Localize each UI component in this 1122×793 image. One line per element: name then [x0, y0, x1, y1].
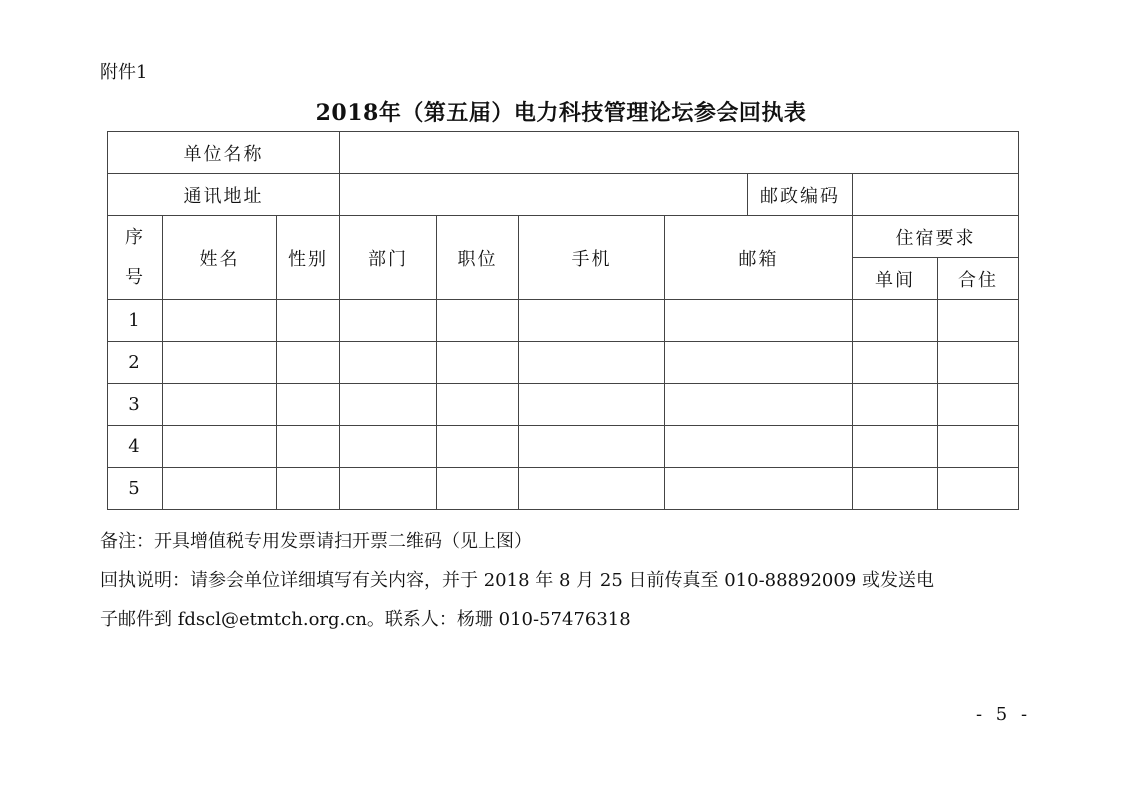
mobile-cell[interactable]	[519, 342, 665, 384]
row-number: 5	[108, 468, 163, 510]
col-header-seq-char-1: 序	[125, 226, 145, 248]
row-number: 1	[108, 300, 163, 342]
col-header-lodging: 住宿要求	[853, 216, 1019, 258]
header-row-1	[108, 216, 1019, 258]
email-cell[interactable]	[665, 300, 853, 342]
mobile-cell[interactable]	[519, 300, 665, 342]
position-cell[interactable]	[437, 426, 519, 468]
position-cell[interactable]	[437, 468, 519, 510]
shared-room-cell[interactable]	[938, 468, 1019, 510]
dept-cell[interactable]	[340, 384, 437, 426]
unit-name-row	[108, 132, 1019, 174]
col-header-single-room: 单间	[853, 258, 938, 300]
name-cell[interactable]	[163, 426, 277, 468]
table-row	[108, 300, 1019, 342]
email-cell[interactable]	[665, 342, 853, 384]
table-row	[108, 426, 1019, 468]
gender-cell[interactable]	[277, 384, 340, 426]
col-header-shared-room: 合住	[938, 258, 1019, 300]
gender-cell[interactable]	[277, 426, 340, 468]
address-row	[108, 174, 1019, 216]
single-room-cell[interactable]	[853, 384, 938, 426]
mobile-cell[interactable]	[519, 384, 665, 426]
name-cell[interactable]	[163, 342, 277, 384]
dept-cell[interactable]	[340, 468, 437, 510]
table-row	[108, 468, 1019, 510]
name-cell[interactable]	[163, 300, 277, 342]
col-header-dept: 部门	[340, 216, 437, 300]
col-header-position: 职位	[437, 216, 519, 300]
row-number: 2	[108, 342, 163, 384]
col-header-seq-char-2: 号	[125, 266, 145, 288]
address-field[interactable]	[340, 174, 748, 216]
row-number: 4	[108, 426, 163, 468]
shared-room-cell[interactable]	[938, 300, 1019, 342]
name-cell[interactable]	[163, 468, 277, 510]
single-room-cell[interactable]	[853, 426, 938, 468]
page-number: - 5 -	[976, 704, 1032, 725]
table-row	[108, 384, 1019, 426]
position-cell[interactable]	[437, 342, 519, 384]
col-header-seq	[108, 216, 163, 300]
col-header-email: 邮箱	[665, 216, 853, 300]
email-cell[interactable]	[665, 468, 853, 510]
gender-cell[interactable]	[277, 342, 340, 384]
single-room-cell[interactable]	[853, 342, 938, 384]
col-header-gender: 性别	[277, 216, 340, 300]
shared-room-cell[interactable]	[938, 426, 1019, 468]
registration-form-table	[107, 131, 1019, 510]
gender-cell[interactable]	[277, 300, 340, 342]
address-label: 通讯地址	[108, 174, 340, 216]
position-cell[interactable]	[437, 384, 519, 426]
unit-name-label: 单位名称	[108, 132, 340, 174]
mobile-cell[interactable]	[519, 468, 665, 510]
table-row	[108, 342, 1019, 384]
shared-room-cell[interactable]	[938, 384, 1019, 426]
col-header-name: 姓名	[163, 216, 277, 300]
unit-name-field[interactable]	[340, 132, 1019, 174]
single-room-cell[interactable]	[853, 300, 938, 342]
shared-room-cell[interactable]	[938, 342, 1019, 384]
attachment-label: 附件1	[100, 62, 148, 83]
dept-cell[interactable]	[340, 342, 437, 384]
postcode-label: 邮政编码	[748, 174, 853, 216]
dept-cell[interactable]	[340, 426, 437, 468]
email-cell[interactable]	[665, 426, 853, 468]
page-title: 2018年（第五届）电力科技管理论坛参会回执表	[315, 100, 807, 126]
dept-cell[interactable]	[340, 300, 437, 342]
position-cell[interactable]	[437, 300, 519, 342]
col-header-mobile: 手机	[519, 216, 665, 300]
notes-section	[100, 522, 1030, 639]
instructions-line-2: 子邮件到 fdscl@etmtch.org.cn。联系人：杨珊 010-57476318	[100, 609, 631, 630]
row-number: 3	[108, 384, 163, 426]
mobile-cell[interactable]	[519, 426, 665, 468]
email-cell[interactable]	[665, 384, 853, 426]
postcode-field[interactable]	[853, 174, 1019, 216]
instructions-line-1: 回执说明：请参会单位详细填写有关内容，并于 2018 年 8 月 25 日前传真至 010-88892009 或发送电	[100, 570, 934, 591]
gender-cell[interactable]	[277, 468, 340, 510]
remark-text: 备注：开具增值税专用发票请扫开票二维码（见上图）	[100, 531, 532, 552]
name-cell[interactable]	[163, 384, 277, 426]
single-room-cell[interactable]	[853, 468, 938, 510]
